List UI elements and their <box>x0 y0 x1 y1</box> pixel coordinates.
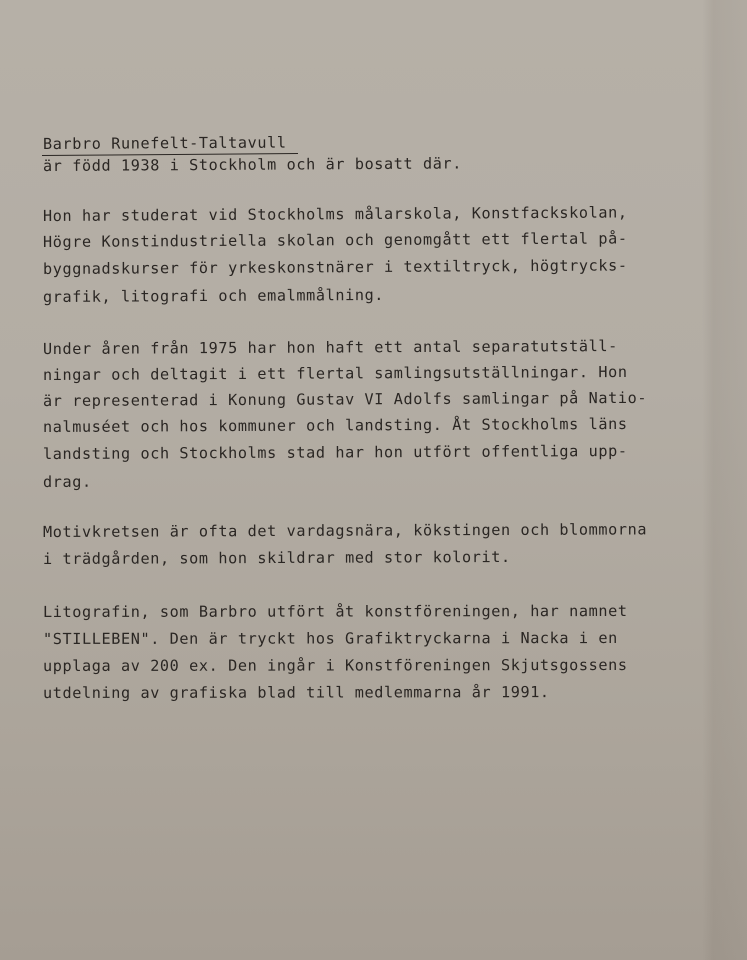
paragraph-5-line-2: "STILLEBEN". Den är tryckt hos Grafiktryckarna i Nacka i en <box>42 628 618 648</box>
paragraph-2-line-4: grafik, litografi och emalmmålning. <box>42 285 385 306</box>
paragraph-2-line-3: byggnadskurser för yrkeskonstnärer i textiltryck, högtrycks- <box>42 256 628 278</box>
paragraph-5-line-1: Litografin, som Barbro utfört åt konstföreningen, har namnet <box>42 601 628 621</box>
paragraph-5-line-4: utdelning av grafiska blad till medlemmarna år 1991. <box>42 683 550 702</box>
paragraph-3-line-5: landsting och Stockholms stad har hon utfört offentliga upp- <box>42 441 628 463</box>
paragraph-5-line-3: upplaga av 200 ex. Den ingår i Konstföreningen Skjutsgossens <box>42 655 628 675</box>
paragraph-3-line-3: är representerad i Konung Gustav VI Adolfs samlingar på Natio- <box>42 388 648 410</box>
paragraph-2-line-2: Högre Konstindustriella skolan och genomgått ett flertal på- <box>42 229 628 251</box>
paragraph-1-line-1: är född 1938 i Stockholm och är bosatt där. <box>42 154 463 175</box>
paragraph-3-line-6: drag. <box>42 472 92 491</box>
paragraph-3-line-1: Under åren från 1975 har hon haft ett antal separatutställ- <box>42 336 618 358</box>
paragraph-4-line-2: i trädgården, som hon skildrar med stor kolorit. <box>42 547 511 568</box>
paragraph-2-line-1: Hon har studerat vid Stockholms målarskola, Konstfackskolan, <box>42 203 628 225</box>
paragraph-3-line-4: nalmuséet och hos kommuner och landsting. Åt Stockholms läns <box>42 414 628 436</box>
paragraph-4-line-1: Motivkretsen är ofta det vardagsnära, kökstingen och blommorna <box>42 520 648 541</box>
paragraph-3-line-2: ningar och deltagit i ett flertal samlingsutställningar. Hon <box>42 362 628 384</box>
document-heading: Barbro Runefelt-Taltavull <box>42 133 287 153</box>
